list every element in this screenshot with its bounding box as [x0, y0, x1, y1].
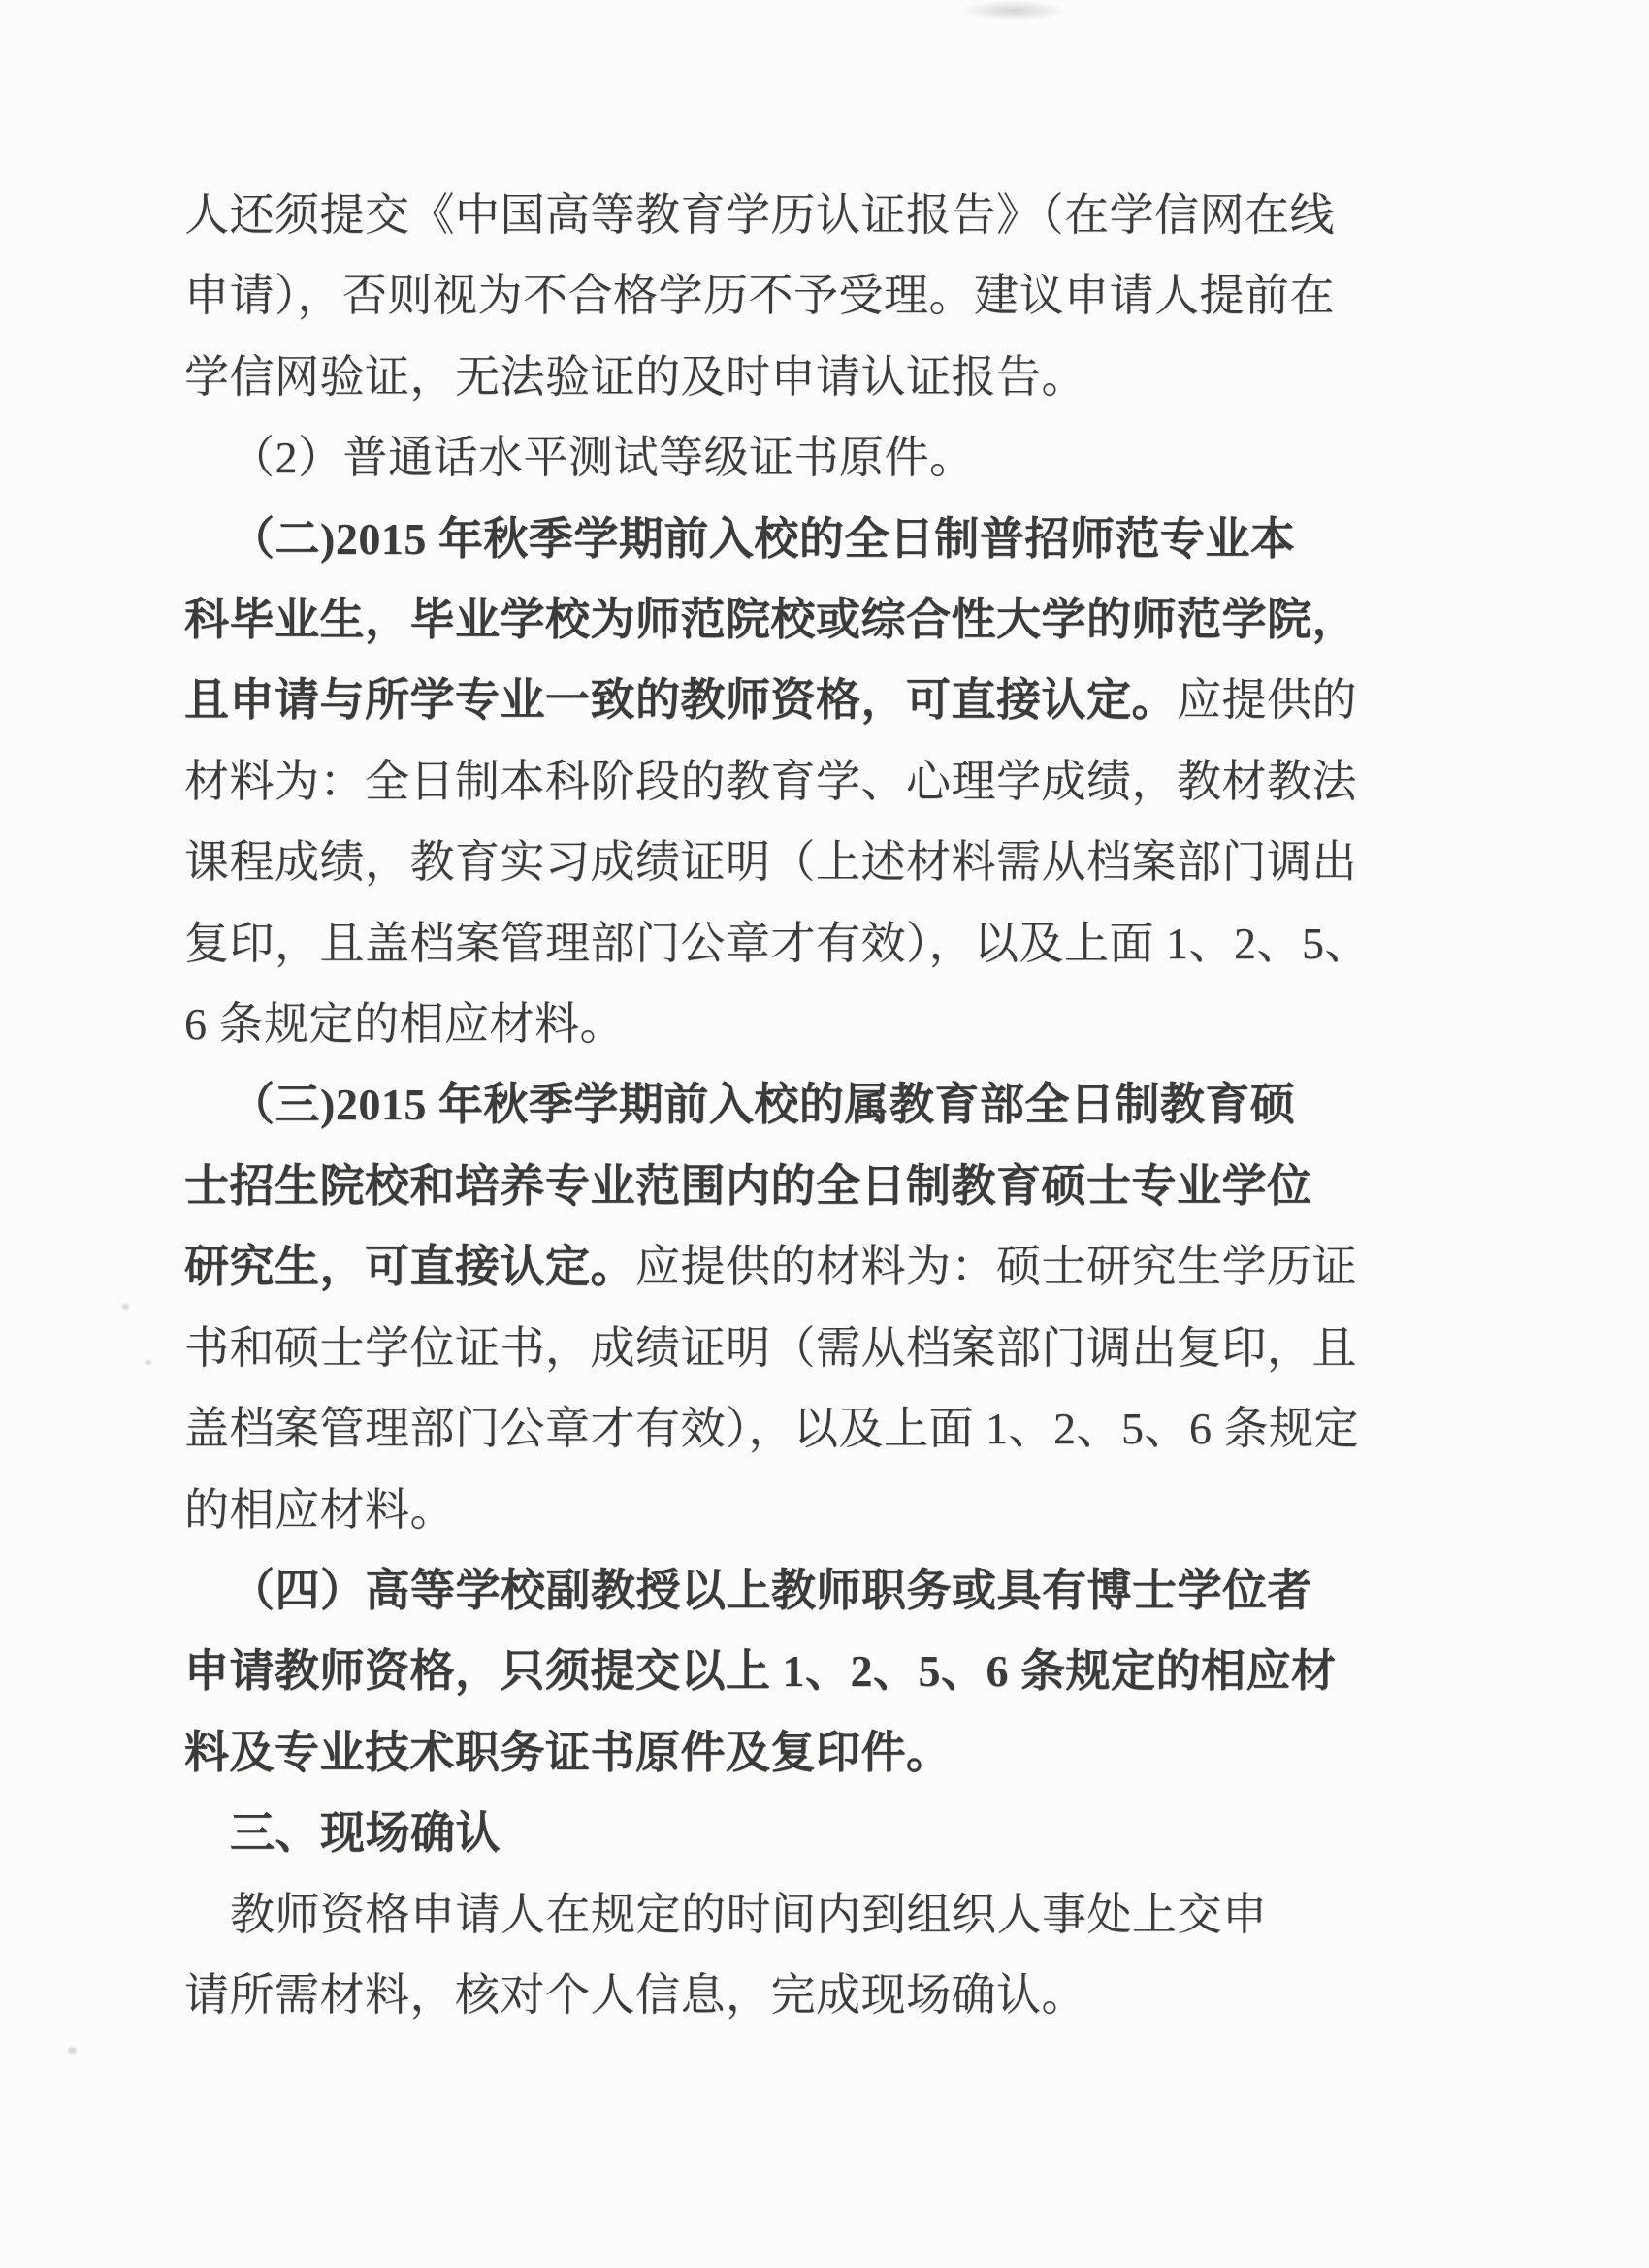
regular-run: 应提供的	[1177, 675, 1357, 726]
text-line	[184, 337, 1363, 417]
bold-run: 料及专业技术职务证书原件及复印件。	[184, 1727, 952, 1777]
regular-run: 学信网验证，无法验证的及时申请认证报告。	[184, 351, 1086, 402]
text-line	[184, 1793, 1363, 1873]
bold-run: 三、现场确认	[230, 1808, 501, 1859]
text-line	[184, 175, 1363, 255]
text-line	[184, 1388, 1363, 1469]
text-line	[184, 903, 1370, 984]
text-line	[184, 1226, 1363, 1307]
bold-run: 士招生院校和培养专业范围内的全日制教育硕士专业学位	[184, 1160, 1312, 1211]
text-line	[184, 1955, 1363, 2035]
document-body	[184, 175, 1370, 2035]
bold-run: 且申请与所学专业一致的教师资格，可直接认定。	[184, 675, 1177, 726]
text-line	[184, 1308, 1363, 1388]
regular-run: 申请），否则视为不合格学历不予受理。建议申请人提前在	[184, 271, 1335, 321]
scan-speckle	[68, 2047, 77, 2054]
text-line	[184, 1550, 1363, 1631]
text-line	[184, 255, 1363, 336]
regular-run: 书和硕士学位证书，成绩证明（需从档案部门调出复印，且	[184, 1322, 1357, 1373]
bold-run: 研究生，可直接认定。	[184, 1242, 635, 1292]
text-line	[184, 660, 1363, 740]
text-line	[184, 417, 1363, 498]
scan-speckle	[146, 1360, 151, 1365]
text-line	[184, 579, 1363, 660]
regular-run: 请所需材料，核对个人信息，完成现场确认。	[184, 1969, 1086, 2020]
regular-run: 人还须提交《中国高等教育学历认证报告》（在学信网在线	[184, 190, 1335, 240]
text-line	[184, 1146, 1363, 1226]
scan-speckle	[122, 1304, 129, 1310]
regular-run: 材料为：全日制本科阶段的教育学、心理学成绩，教材教法	[184, 756, 1357, 806]
bold-run: 科毕业生，毕业学校为师范院校或综合性大学的师范学院，	[184, 595, 1357, 645]
regular-run: 应提供的材料为：硕士研究生学历证	[635, 1242, 1357, 1292]
regular-run: 教师资格申请人在规定的时间内到组织人事处上交申	[230, 1889, 1268, 1939]
text-line	[184, 1874, 1363, 1955]
scan-smudge	[960, 0, 1067, 21]
text-line	[184, 1470, 1363, 1550]
text-line	[184, 1064, 1363, 1145]
text-line	[184, 984, 1363, 1064]
regular-run: 的相应材料。	[184, 1484, 455, 1535]
regular-run: 6 条规定的相应材料。	[184, 999, 625, 1050]
regular-run: 盖档案管理部门公章才有效），以及上面 1、2、5、6 条规定	[184, 1404, 1359, 1454]
text-line	[184, 1631, 1363, 1711]
bold-run: （三)2015 年秋季学期前入校的属教育部全日制教育硕	[230, 1080, 1296, 1130]
regular-run: 复印，且盖档案管理部门公章才有效），以及上面 1、2、5、	[184, 918, 1370, 968]
bold-run: （二)2015 年秋季学期前入校的全日制普招师范专业本	[230, 513, 1296, 564]
regular-run: （2）普通话水平测试等级证书原件。	[230, 433, 975, 483]
text-line	[184, 822, 1363, 902]
text-line	[184, 741, 1363, 822]
bold-run: （四）高等学校副教授以上教师职务或具有博士学位者	[230, 1565, 1312, 1615]
bold-run: 申请教师资格，只须提交以上 1、2、5、6 条规定的相应材	[184, 1646, 1337, 1697]
regular-run: 课程成绩，教育实习成绩证明（上述材料需从档案部门调出	[184, 837, 1357, 888]
text-line	[184, 1712, 1363, 1793]
text-line	[184, 499, 1363, 579]
